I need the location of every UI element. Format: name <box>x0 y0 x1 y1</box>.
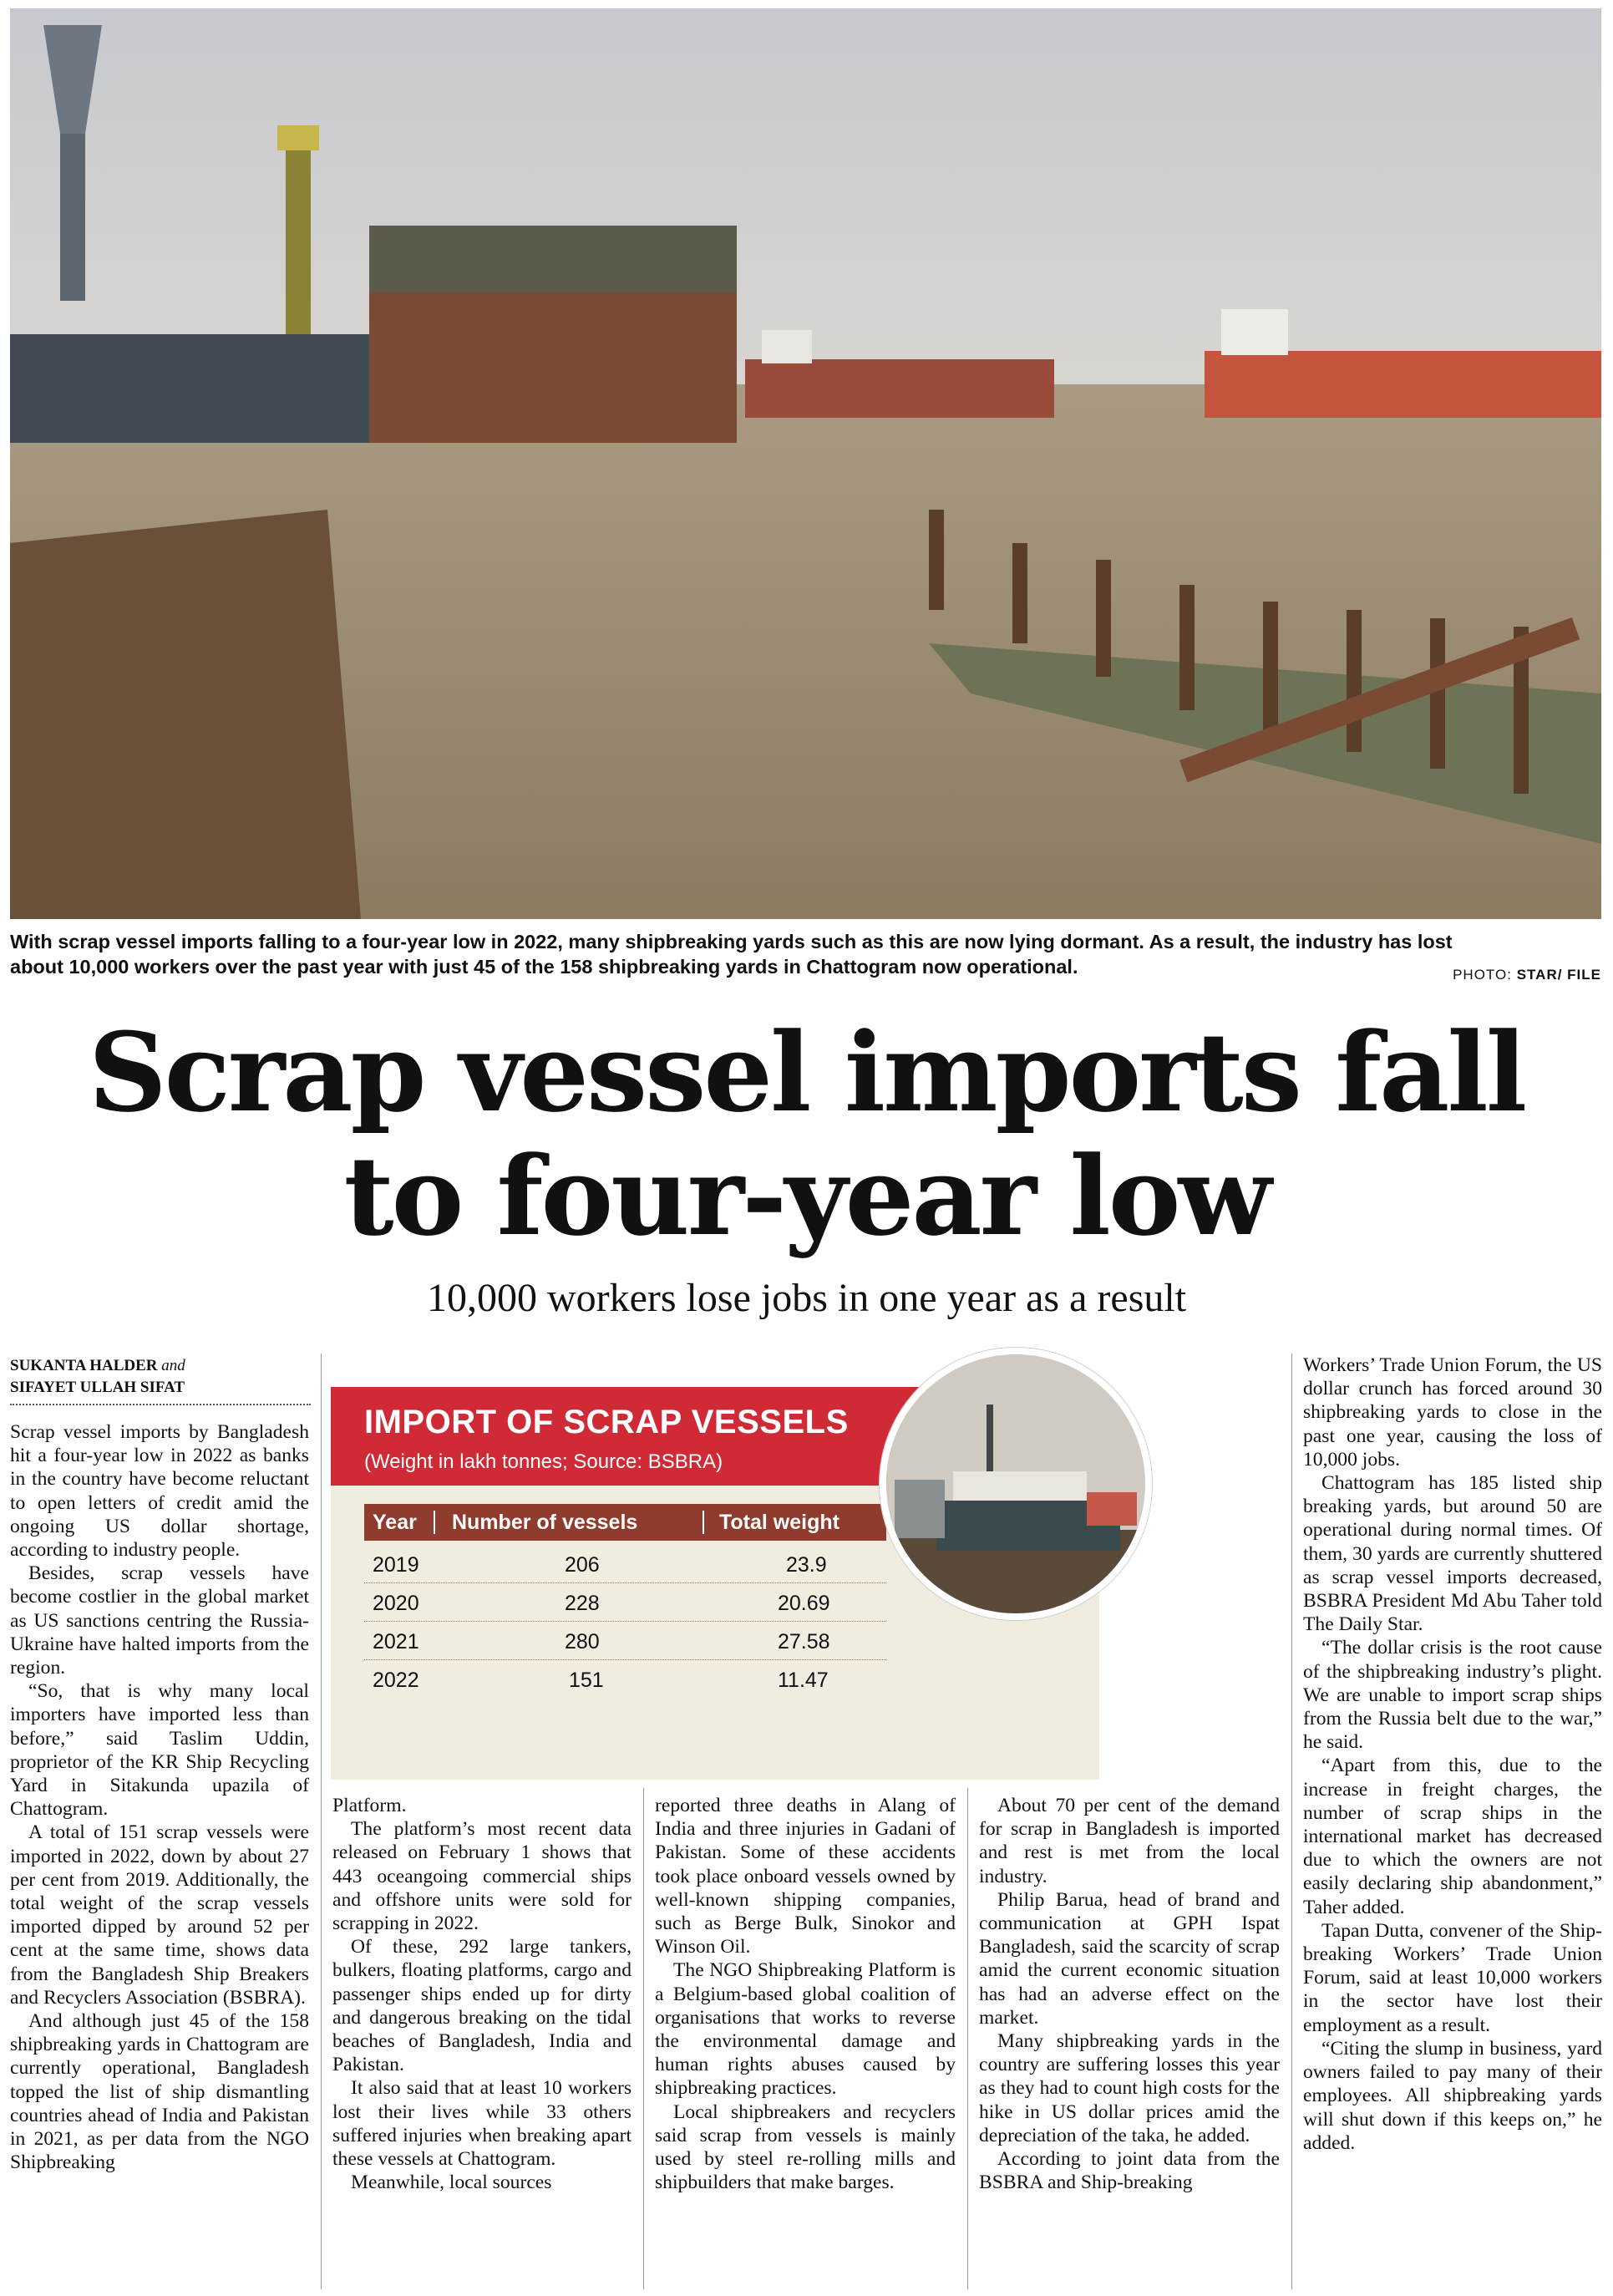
article-column-3 <box>655 1794 956 2194</box>
paragraph: The NGO Shipbreaking Platform is a Belgium-based global coalition of organisations that works to reverse the environmental damage and human rights abuses caused by shipbreaking practices. <box>655 1959 956 2100</box>
paragraph: Workers’ Trade Union Forum, the US dollar crunch has forced around 30 shipbreaking yards to close in the past one year, causing the loss of 10,000 jobs. <box>1303 1354 1602 1471</box>
paragraph: Many shipbreaking yards in the country are suffering losses this year as they had to count high costs for the hike in US dollar prices amid the depreciation of the taka, he added. <box>979 2030 1280 2146</box>
main-photo <box>10 8 1601 919</box>
headline-line-2: to four-year low <box>343 1132 1270 1260</box>
infobox-subtitle: (Weight in lakh tonnes; Source: BSBRA) <box>364 1450 723 1473</box>
table-header-row <box>364 1504 886 1541</box>
cell-vessels: 206 <box>565 1553 600 1577</box>
ship-round-photo <box>880 1348 1152 1620</box>
table-header-vessels: Number of vessels <box>452 1511 638 1534</box>
cell-weight: 20.69 <box>778 1592 830 1615</box>
paragraph: Of these, 292 large tankers, bulkers, floating platforms, cargo and passenger ships ended up for dirty and dangerous breaking on the tidal beaches of Bangladesh, India and Pakistan. <box>332 1936 632 2076</box>
paragraph: About 70 per cent of the demand for scrap in Bangladesh is imported and rest is met from the local industry. <box>979 1795 1280 1887</box>
credit-label: PHOTO: <box>1453 967 1512 983</box>
article-column-4 <box>979 1794 1280 2194</box>
paragraph: Tapan Dutta, convener of the Ship-breaking Workers’ Trade Union Forum, said at least 10,000 workers in the sector have lost their employment as a result. <box>1303 1919 1602 2036</box>
paragraph: Scrap vessel imports by Bangladesh hit a four-year low in 2022 as banks in the country have become reluctant to open letters of credit amid the ongoing US dollar shortage, according to industry people. <box>10 1421 309 1562</box>
shipbreaking-yard-image <box>10 8 1601 919</box>
column-rule <box>643 1788 644 2289</box>
header-separator <box>703 1511 704 1534</box>
cell-vessels: 280 <box>565 1630 600 1653</box>
subheadline: 10,000 workers lose jobs in one year as a result <box>426 1276 1187 1320</box>
cell-vessels: 228 <box>565 1592 600 1615</box>
cell-vessels: 151 <box>569 1669 604 1692</box>
table-row <box>364 1584 886 1622</box>
paragraph: Chattogram has 185 listed ship breaking yards, but around 50 are operational during normal times. Of them, 30 yards are currently shuttered as scrap vessel imports decreased, BSBRA President Md Abu Taher told The Daily Star. <box>1303 1472 1602 1636</box>
ship-image <box>886 1354 1145 1613</box>
cell-weight: 27.58 <box>778 1630 830 1653</box>
paragraph: It also said that at least 10 workers lost their lives while 33 others suffered injuries when breaking apart these vessels at Chattogram. <box>332 2077 632 2171</box>
cell-weight: 23.9 <box>786 1553 827 1577</box>
cell-year: 2019 <box>373 1553 419 1577</box>
article-column-1 <box>10 1420 309 2175</box>
headline <box>0 1008 1613 1260</box>
column-rule <box>1291 1354 1292 2289</box>
paragraph: “So, that is why many local importers have imported less than before,” said Taslim Uddin, proprietor of the KR Ship Recycling Yard in Sitakunda upazila of Chattogram. <box>10 1680 309 1821</box>
paragraph: Local shipbreakers and recyclers said scrap from vessels is mainly used by steel re-rolling mills and shipbuilders that make barges. <box>655 2100 956 2194</box>
table-row <box>364 1661 886 1698</box>
headline-line-1: Scrap vessel imports fall <box>88 1008 1525 1136</box>
paragraph: reported three deaths in Alang of India and three injuries in Gadani of Pakistan. Some of these accidents took place onboard vessels owned by well-known shipping companies, such as Berge Bulk, Sinokor and Winson Oil. <box>655 1795 956 1958</box>
paragraph: Besides, scrap vessels have become costlier in the global market as US sanctions centring the Russia-Ukraine have halted imports from the region. <box>10 1562 309 1679</box>
cell-year: 2020 <box>373 1592 419 1615</box>
paragraph: “Apart from this, due to the increase in freight charges, the number of scrap ships in the international market has decreased due to which the owners are not easily declaring ship abandonment,” Taher added. <box>1303 1755 1602 1918</box>
cell-year: 2022 <box>373 1669 419 1692</box>
paragraph: “The dollar crisis is the root cause of the shipbreaking industry’s plight. We are unable to import scrap ships from the Russia belt due to the war,” he said. <box>1303 1637 1602 1754</box>
table-header-year: Year <box>373 1511 417 1534</box>
credit-source: STAR/ FILE <box>1516 967 1601 983</box>
photo-credit <box>1453 967 1601 983</box>
paragraph: According to joint data from the BSBRA and Ship-breaking <box>979 2148 1280 2194</box>
photo-caption: With scrap vessel imports falling to a four-year low in 2022, many shipbreaking yards such as this are now lying dormant. As a result, the industry has lost about 10,000 workers over the past year with just 45 of the 158 shipbreaking yards in Chattogram now operational. <box>10 931 1453 978</box>
byline <box>10 1355 309 1399</box>
paragraph: And although just 45 of the 158 shipbreaking yards in Chattogram are currently operational, Bangladesh topped the list of ship dismantling countries ahead of India and Pakistan in 2021, as per data from the NGO Shipbreaking <box>10 2010 309 2174</box>
paragraph: The platform’s most recent data released on February 1 shows that 443 oceangoing commercial ships and offshore units were sold for scrapping in 2022. <box>332 1818 632 1935</box>
article-column-2 <box>332 1794 632 2194</box>
byline-and: and <box>161 1357 185 1374</box>
cell-weight: 11.47 <box>778 1669 829 1692</box>
author-2: SIFAYET ULLAH SIFAT <box>10 1379 185 1396</box>
article-column-5 <box>1303 1354 1602 2155</box>
paragraph: Meanwhile, local sources <box>351 2172 552 2194</box>
cell-year: 2021 <box>373 1630 419 1653</box>
paragraph: “Citing the slump in business, yard owners failed to pay many of their employees. All shipbreaking yards will shut down if this keeps on,” he added. <box>1303 2037 1602 2154</box>
column-rule <box>321 1354 322 2289</box>
table-header-weight: Total weight <box>719 1511 839 1534</box>
table-row <box>364 1546 886 1583</box>
byline-divider <box>10 1404 311 1405</box>
table-row <box>364 1623 886 1660</box>
column-rule <box>967 1788 968 2289</box>
paragraph: Platform. <box>332 1795 407 1816</box>
author-1: SUKANTA HALDER <box>10 1357 158 1374</box>
infobox-title: IMPORT OF SCRAP VESSELS <box>364 1404 849 1440</box>
paragraph: A total of 151 scrap vessels were imported in 2022, down by about 27 per cent from 2019. Additionally, the total weight of the scrap vessels imported dipped by around 52 per cent at the same time, shows data from the Bangladesh Ship Breakers and Recyclers Association (BSBRA). <box>10 1821 309 2009</box>
paragraph: Philip Barua, head of brand and communication at GPH Ispat Bangladesh, said the scarcity of scrap amid the current economic situation has had an adverse effect on the market. <box>979 1888 1280 2029</box>
header-separator <box>434 1511 435 1534</box>
